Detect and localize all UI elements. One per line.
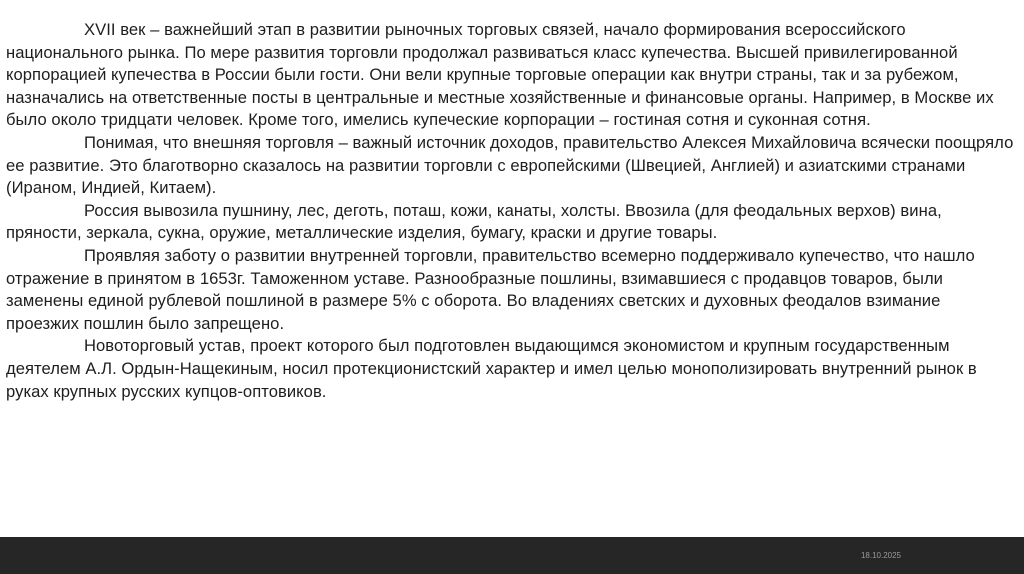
body-text	[6, 19, 1018, 403]
paragraph-2: Понимая, что внешняя торговля – важный источник доходов, правительство Алексея Михайловича всячески поощряло ее развитие. Это благотворно сказалось на развитии торговли с европейскими (Швецией, Англией) и азиатскими странами (Ираном, Индией, Китаем).	[6, 132, 1014, 198]
footer-bar	[0, 537, 1024, 574]
paragraph-4: Проявляя заботу о развитии внутренней торговли, правительство всемерно поддерживало купечество, что нашло отражение в принятом в 1653г. Таможенном уставе. Разнообразные пошлины, взимавшиеся с продавцов товаров, были заменены единой рублевой пошлиной в размере 5% с оборота. Во владениях светских и духовных феодалов взимание проезжих пошлин было запрещено.	[6, 245, 975, 333]
paragraph-5: Новоторговый устав, проект которого был подготовлен выдающимся экономистом и крупным государственным деятелем А.Л. Ордын-Нащекиным, носил протекционистский характер и имел целью монополизировать внутренний рынок в руках крупных русских купцов-оптовиков.	[6, 336, 977, 401]
paragraph-3: Россия вывозила пушнину, лес, деготь, поташ, кожи, канаты, холсты. Ввозила (для феодальных верхов) вина, пряности, зеркала, сукна, оружие, металлические изделия, бумагу, краски и другие товары.	[6, 200, 942, 243]
paragraph-1: XVII век – важнейший этап в развитии рыночных торговых связей, начало формирования всероссийского национального рынка. По мере развития торговли продолжал развиваться класс купечества. Высшей привилегированной корпорацией купечества в России были гости. Они вели крупные торговые операции как внутри страны, так и за рубежом, назначались на ответственные посты в центральные и местные хозяйственные и финансовые органы. Например, в Москве их было около тридцати человек. Кроме того, имелись купеческие корпорации – гостиная сотня и суконная сотня.	[6, 20, 994, 130]
footer-date: 18.10.2025	[860, 551, 901, 560]
